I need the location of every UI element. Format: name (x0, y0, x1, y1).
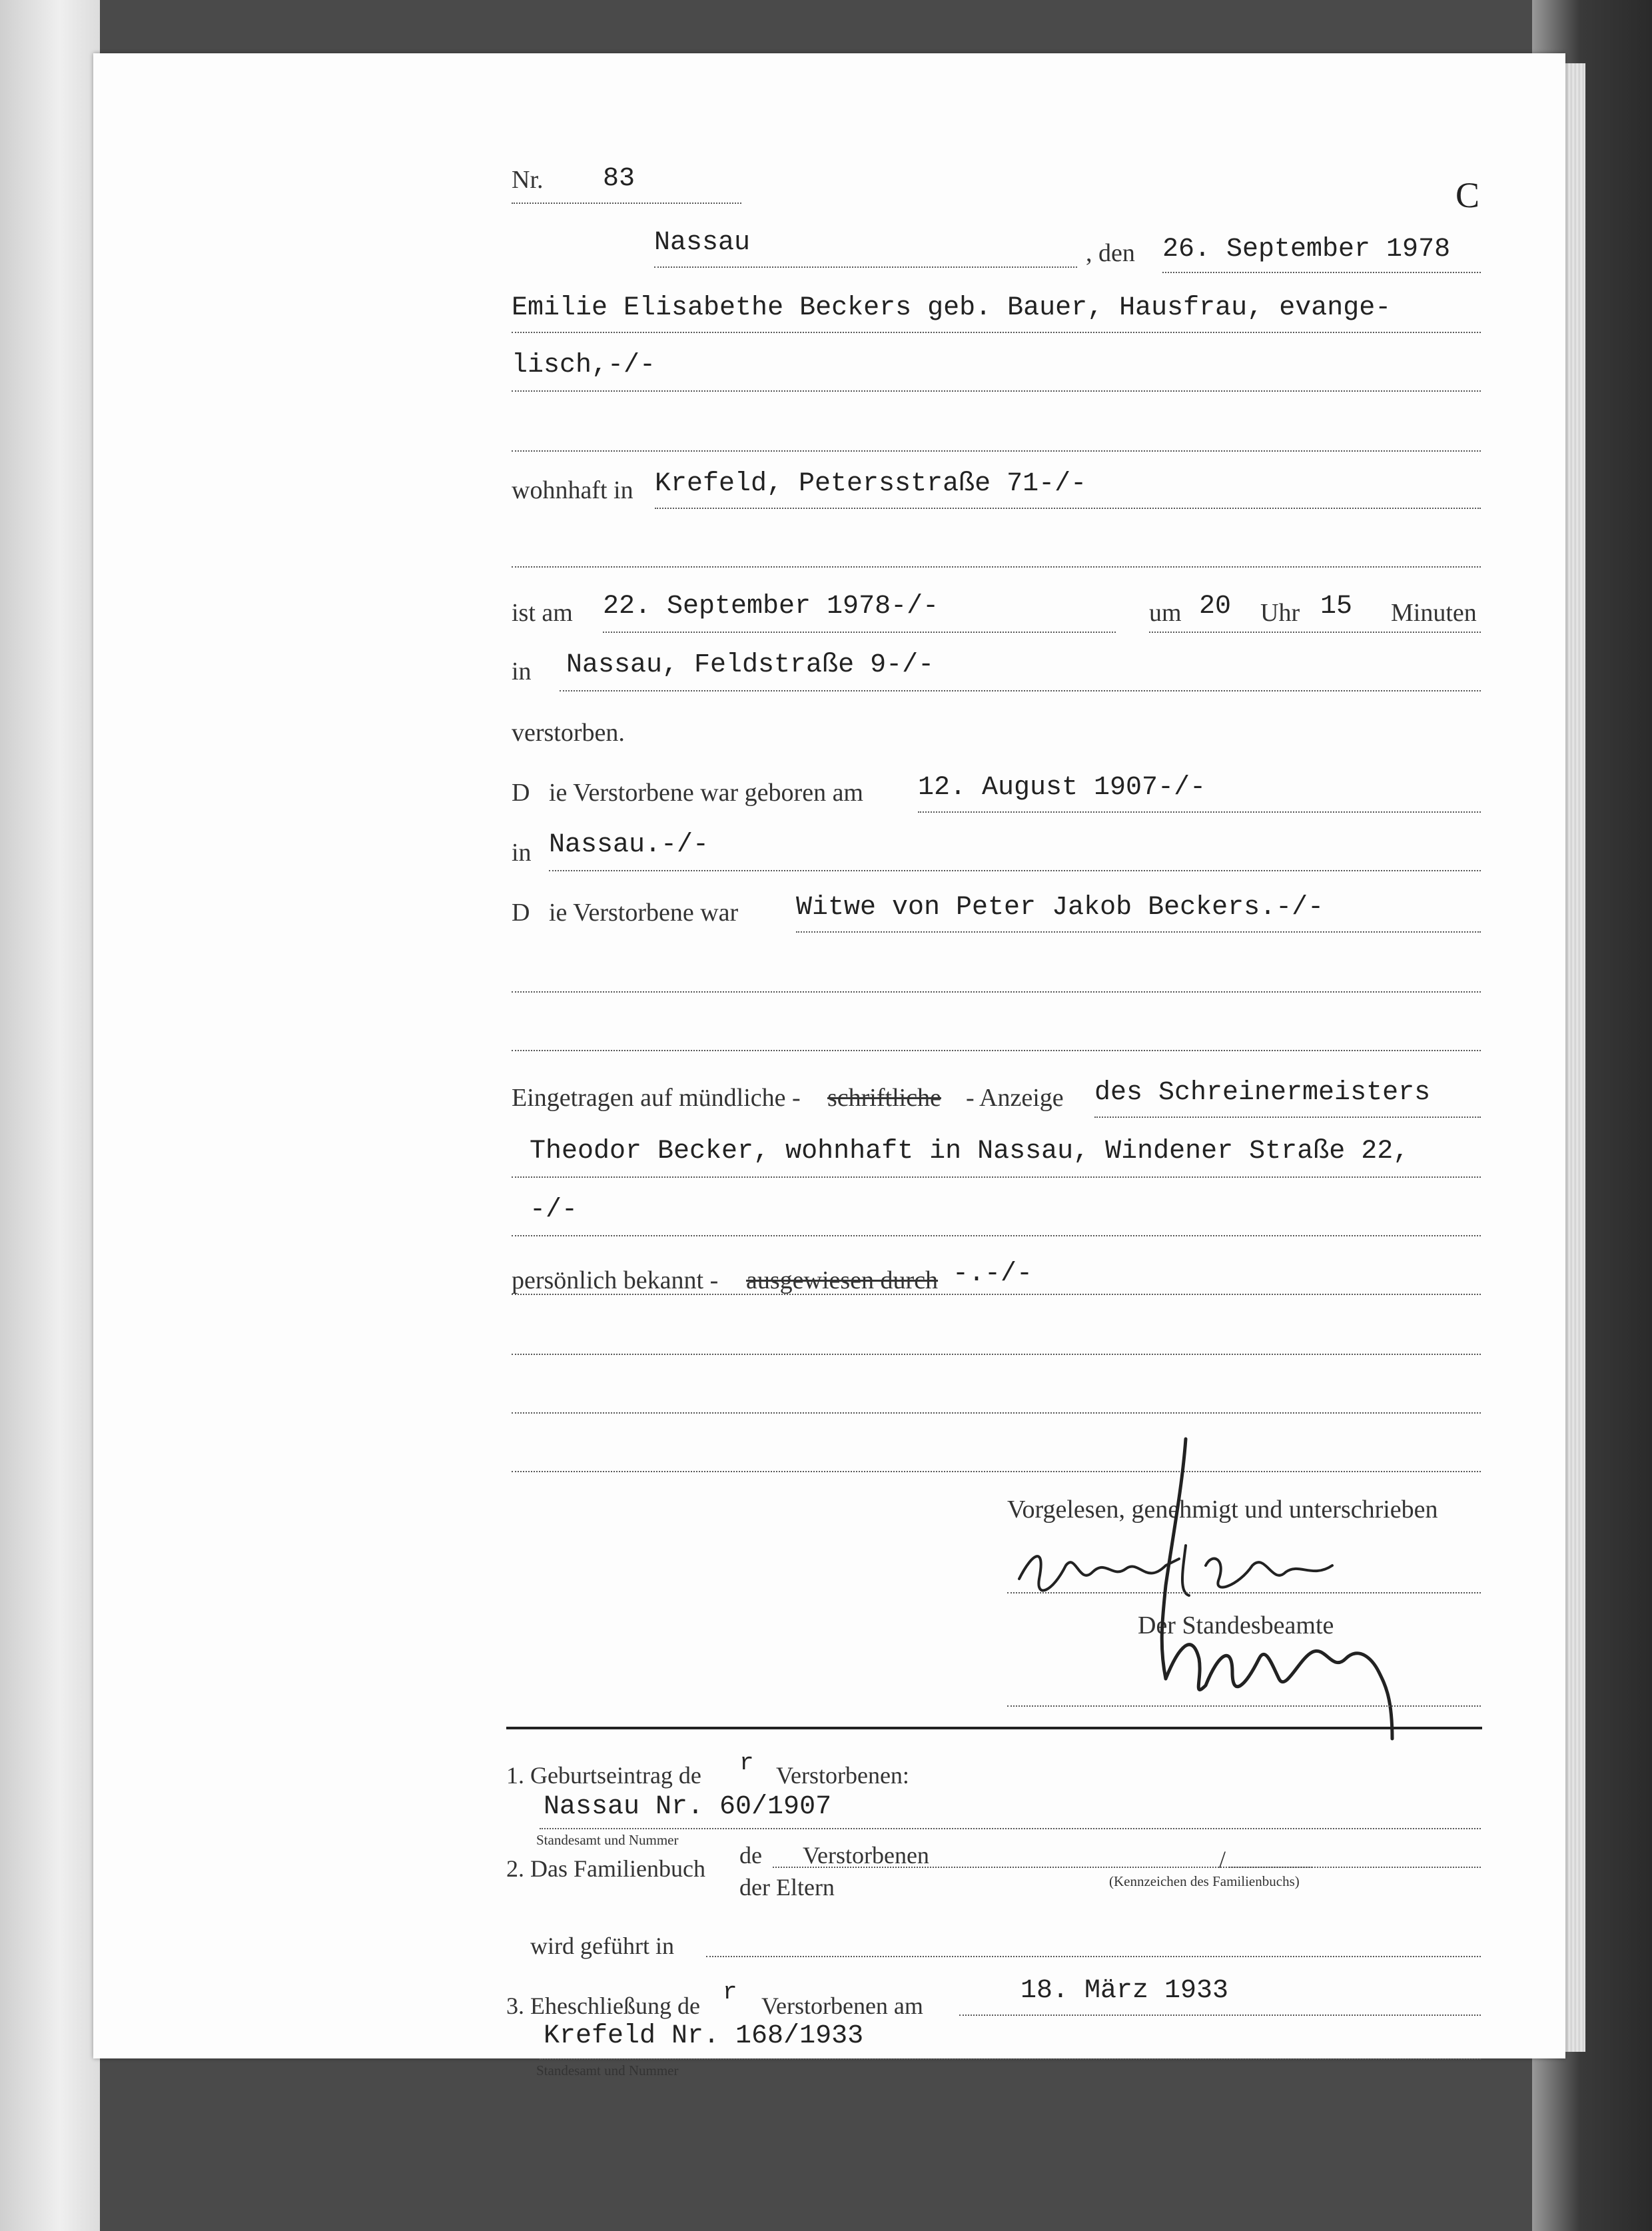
in-label: in (512, 658, 532, 685)
time-rule (1149, 632, 1481, 633)
book-left-page-edge (0, 0, 100, 2231)
footer-2b-label: wird geführt in (530, 1933, 674, 1959)
person-line-2: lisch,-/- (512, 350, 656, 380)
place-value: Nassau (654, 228, 751, 258)
registrar-label: Der Standesbeamte (1138, 1611, 1334, 1639)
blank-rule-1 (512, 1354, 1481, 1355)
status-rule (796, 931, 1481, 933)
footer-1-value: Nassau Nr. 60/1907 (544, 1792, 832, 1822)
minute-value: 15 (1320, 592, 1353, 622)
footer-1-r: r (739, 1749, 754, 1777)
footer-2-label: 2. Das Familienbuch (506, 1855, 705, 1882)
residence-value: Krefeld, Petersstraße 71-/- (655, 469, 1087, 499)
informant-line-1: des Schreinermeisters (1094, 1078, 1431, 1108)
nr-value: 83 (603, 164, 635, 194)
known-struck-words: ausgewiesen durch (746, 1266, 939, 1294)
informant-rule-2 (512, 1176, 1481, 1178)
residence-label: wohnhaft in (512, 476, 633, 504)
status-rule-3 (512, 1050, 1481, 1051)
footer-1-rule (540, 1828, 1481, 1829)
footer-2-eltern: der Eltern (739, 1874, 835, 1901)
entered-label: Eingetragen auf mündliche - (512, 1084, 801, 1112)
person-line-1: Emilie Elisabethe Beckers geb. Bauer, Hausfrau, evange- (512, 293, 1392, 323)
informant-rule-3 (512, 1235, 1481, 1236)
born-rule (918, 811, 1481, 813)
status-rule-2 (512, 991, 1481, 993)
footer-1-label: 1. Geburtseintrag de (506, 1762, 701, 1789)
died-on-rule (603, 632, 1116, 633)
residence-rule (655, 508, 1481, 509)
born-in-rule (549, 870, 1481, 871)
death-register-page (93, 53, 1565, 2078)
informant-rule-1 (1094, 1116, 1481, 1118)
died-on-label: ist am (512, 599, 573, 627)
read-approved-label: Vorgelesen, genehmigt und unterschrieben (1007, 1496, 1438, 1524)
page-stack-edges (1565, 63, 1585, 2052)
entered-struck-word: schriftliche (827, 1084, 941, 1112)
born-label: ie Verstorbene war geboren am (549, 779, 863, 807)
entered-label-2: - Anzeige (966, 1084, 1064, 1112)
status-label-d: D (512, 899, 530, 927)
registrar-signature-rule (1007, 1705, 1481, 1707)
standesamt-label-1: Standesamt und Nummer (536, 1832, 679, 1848)
date-value: 26. September 1978 (1162, 234, 1451, 264)
uhr-label: Uhr (1260, 599, 1300, 627)
minuten-label: Minuten (1391, 599, 1477, 627)
footer-2b-rule (706, 1956, 1481, 1957)
death-place-value: Nassau, Feldstraße 9-/- (566, 650, 935, 680)
nr-line (512, 203, 741, 204)
born-value: 12. August 1907-/- (918, 773, 1206, 803)
status-value: Witwe von Peter Jakob Beckers.-/- (796, 893, 1324, 923)
footer-3-rule (540, 2058, 1481, 2060)
informant-line-3: -/- (530, 1195, 578, 1225)
um-label: um (1149, 599, 1182, 627)
person-rule-3 (512, 450, 1481, 452)
footer-1-label-2: Verstorbenen: (776, 1762, 909, 1789)
informant-line-2: Theodor Becker, wohnhaft in Nassau, Windener Straße 22, (530, 1136, 1410, 1166)
hour-value: 20 (1199, 592, 1232, 622)
born-in-label: in (512, 839, 532, 867)
footer-2-kennzeichen: (Kennzeichen des Familienbuchs) (1109, 1873, 1300, 1889)
registrar-signature (1032, 1432, 1406, 1765)
known-rule (512, 1294, 1481, 1295)
footer-2-rule-b (1226, 1867, 1481, 1868)
blank-rule-2 (512, 1412, 1481, 1414)
footer-3-value: Krefeld Nr. 168/1933 (544, 2021, 864, 2051)
residence-rule-2 (512, 566, 1481, 568)
footer-3-date: 18. März 1933 (1021, 1976, 1229, 2006)
known-label: persönlich bekannt - (512, 1266, 719, 1294)
status-label: ie Verstorbene war (549, 899, 739, 927)
footer-2-verstorbenen: Verstorbenen (803, 1842, 929, 1869)
person-rule-2 (512, 390, 1481, 392)
standesamt-label-2: Standesamt und Nummer (536, 2062, 679, 2078)
known-value: -.-/- (953, 1259, 1033, 1289)
footer-3-date-rule (959, 2014, 1481, 2016)
den-label: , den (1086, 239, 1135, 267)
born-in-value: Nassau.-/- (549, 830, 709, 860)
died-on-value: 22. September 1978-/- (603, 592, 939, 622)
footer-2-de: de (739, 1842, 762, 1869)
date-line (1162, 272, 1481, 273)
person-rule-1 (512, 332, 1481, 333)
nr-label: Nr. (512, 166, 544, 194)
footer-3-label-2: Verstorbenen am (761, 1993, 923, 2019)
corner-letter: C (1455, 175, 1480, 215)
footer-3-r: r (723, 1979, 737, 2006)
footer-2-slash: / (1219, 1846, 1226, 1873)
place-line (654, 266, 1077, 268)
born-label-d: D (512, 779, 530, 807)
footer-3-label: 3. Eheschließung de (506, 1993, 700, 2019)
footer-rule (506, 1727, 1482, 1729)
verstorben-label: verstorben. (512, 719, 625, 747)
death-place-rule (560, 690, 1481, 691)
